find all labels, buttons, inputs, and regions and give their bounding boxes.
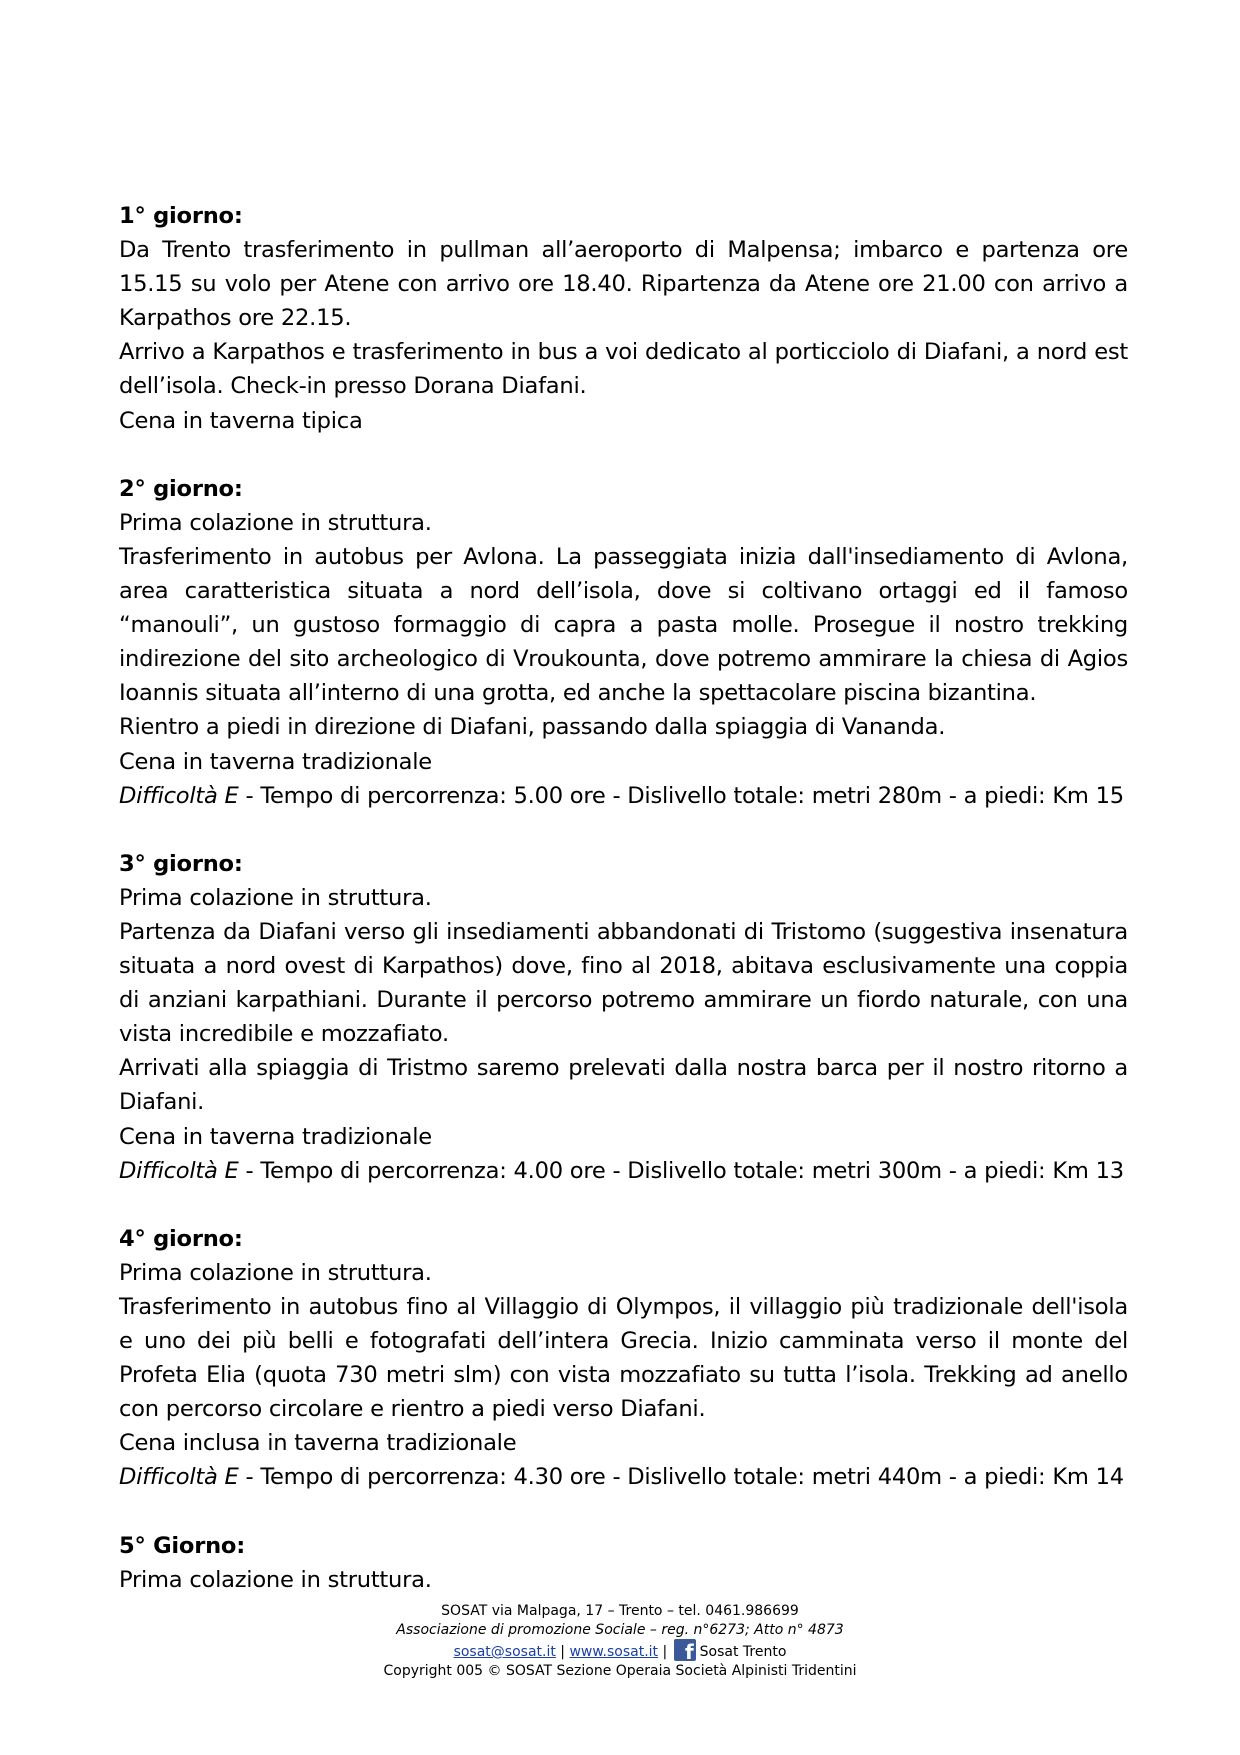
day-4-difficulty-label: Difficoltà E bbox=[119, 1464, 239, 1491]
day-4-dinner-paragraph: Cena inclusa in taverna tradizionale bbox=[119, 1430, 517, 1457]
facebook-icon[interactable]: f bbox=[674, 1639, 696, 1661]
day-4-difficulty-details: - Tempo di percorrenza: 4.30 ore - Dislivello totale: metri 440m - a piedi: Km 14 bbox=[238, 1464, 1124, 1491]
day-1-dinner-paragraph: Cena in taverna tipica bbox=[119, 407, 363, 434]
footer-association: Associazione di promozione Sociale – reg. n°6273; Atto n° 4873 bbox=[396, 1621, 844, 1638]
page-footer bbox=[0, 1602, 1240, 1680]
day-2-title: 2° giorno: bbox=[119, 475, 243, 502]
day-2-section bbox=[119, 472, 1128, 813]
day-3-dinner-paragraph: Cena in taverna tradizionale bbox=[119, 1123, 432, 1150]
day-4-trek-paragraph: Trasferimento in autobus fino al Villaggio di Olympos, il villaggio più tradizionale dell'isola e uno dei più belli e fotografati dell’intera Grecia. Inizio camminata verso il monte del Profeta Elia (quota 730 metri slm) con vista mozzafiato su tutta l’isola. Trekking ad anello con percorso circolare e rientro a piedi verso Diafani. bbox=[119, 1294, 1128, 1423]
day-5-title: 5° Giorno: bbox=[119, 1532, 245, 1559]
day-2-difficulty-line bbox=[119, 779, 1128, 813]
day-4-section bbox=[119, 1222, 1128, 1495]
day-4-difficulty-line bbox=[119, 1460, 1128, 1494]
footer-copyright: Copyright 005 © SOSAT Sezione Operaia Società Alpinisti Tridentini bbox=[383, 1662, 857, 1679]
day-2-difficulty-details: - Tempo di percorrenza: 5.00 ore - Dislivello totale: metri 280m - a piedi: Km 15 bbox=[238, 782, 1124, 809]
day-3-boat-paragraph: Arrivati alla spiaggia di Tristmo saremo prelevati dalla nostra barca per il nostro ritorno a Diafani. bbox=[119, 1055, 1128, 1116]
itinerary-content bbox=[119, 199, 1128, 1597]
day-3-title: 3° giorno: bbox=[119, 850, 243, 877]
day-5-section bbox=[119, 1529, 1128, 1597]
day-2-breakfast-paragraph: Prima colazione in struttura. bbox=[119, 509, 432, 536]
day-2-trek-paragraph: Trasferimento in autobus per Avlona. La passeggiata inizia dall'insediamento di Avlona, area caratteristica situata a nord dell’isola, dove si coltivano ortaggi ed il famoso “manouli”, un gustoso formaggio di capra a pasta molle. Prosegue il nostro trekking indirezione del sito archeologico di Vroukounta, dove potremo ammirare la chiesa di Agios Ioannis situata all’interno di una grotta, ed anche la spettacolare piscina bizantina. bbox=[119, 543, 1128, 707]
day-1-title: 1° giorno: bbox=[119, 203, 243, 229]
day-3-difficulty-details: - Tempo di percorrenza: 4.00 ore - Dislivello totale: metri 300m - a piedi: Km 13 bbox=[238, 1157, 1124, 1184]
day-3-section bbox=[119, 847, 1128, 1188]
day-4-breakfast-paragraph: Prima colazione in struttura. bbox=[119, 1259, 432, 1286]
footer-email-link[interactable]: sosat@sosat.it bbox=[453, 1644, 556, 1660]
day-3-difficulty-line bbox=[119, 1154, 1128, 1188]
day-1-travel-paragraph: Da Trento trasferimento in pullman all’aeroporto di Malpensa; imbarco e partenza ore 15.15 su volo per Atene con arrivo ore 18.40. Ripartenza da Atene ore 21.00 con arrivo a Karpathos ore 22.15. bbox=[119, 237, 1128, 332]
day-3-trek-paragraph: Partenza da Diafani verso gli insediamenti abbandonati di Tristomo (suggestiva insenatura situata a nord ovest di Karpathos) dove, fino al 2018, abitava esclusivamente una coppia di anziani karpathiani. Durante il percorso potremo ammirare un fiordo naturale, con una vista incredibile e mozzafiato. bbox=[119, 918, 1128, 1048]
footer-separator-2: | bbox=[658, 1644, 672, 1660]
day-1-section bbox=[119, 199, 1128, 438]
day-1-arrival-paragraph: Arrivo a Karpathos e trasferimento in bus a voi dedicato al porticciolo di Diafani, a nord est dell’isola. Check-in presso Dorana Diafani. bbox=[119, 339, 1128, 400]
footer-website-link[interactable]: www.sosat.it bbox=[569, 1644, 659, 1660]
footer-address: SOSAT via Malpaga, 17 – Trento – tel. 0461.986699 bbox=[441, 1603, 799, 1619]
day-2-return-paragraph: Rientro a piedi in direzione di Diafani, passando dalla spiaggia di Vananda. bbox=[119, 714, 946, 741]
day-5-breakfast-paragraph: Prima colazione in struttura. bbox=[119, 1566, 432, 1593]
day-3-difficulty-label: Difficoltà E bbox=[119, 1157, 239, 1184]
day-2-difficulty-label: Difficoltà E bbox=[119, 782, 239, 809]
footer-facebook-label[interactable]: Sosat Trento bbox=[699, 1644, 787, 1660]
day-3-breakfast-paragraph: Prima colazione in struttura. bbox=[119, 884, 432, 911]
day-2-dinner-paragraph: Cena in taverna tradizionale bbox=[119, 748, 432, 775]
day-4-title: 4° giorno: bbox=[119, 1225, 243, 1252]
footer-separator: | bbox=[555, 1644, 570, 1660]
footer-contacts bbox=[0, 1639, 1240, 1662]
